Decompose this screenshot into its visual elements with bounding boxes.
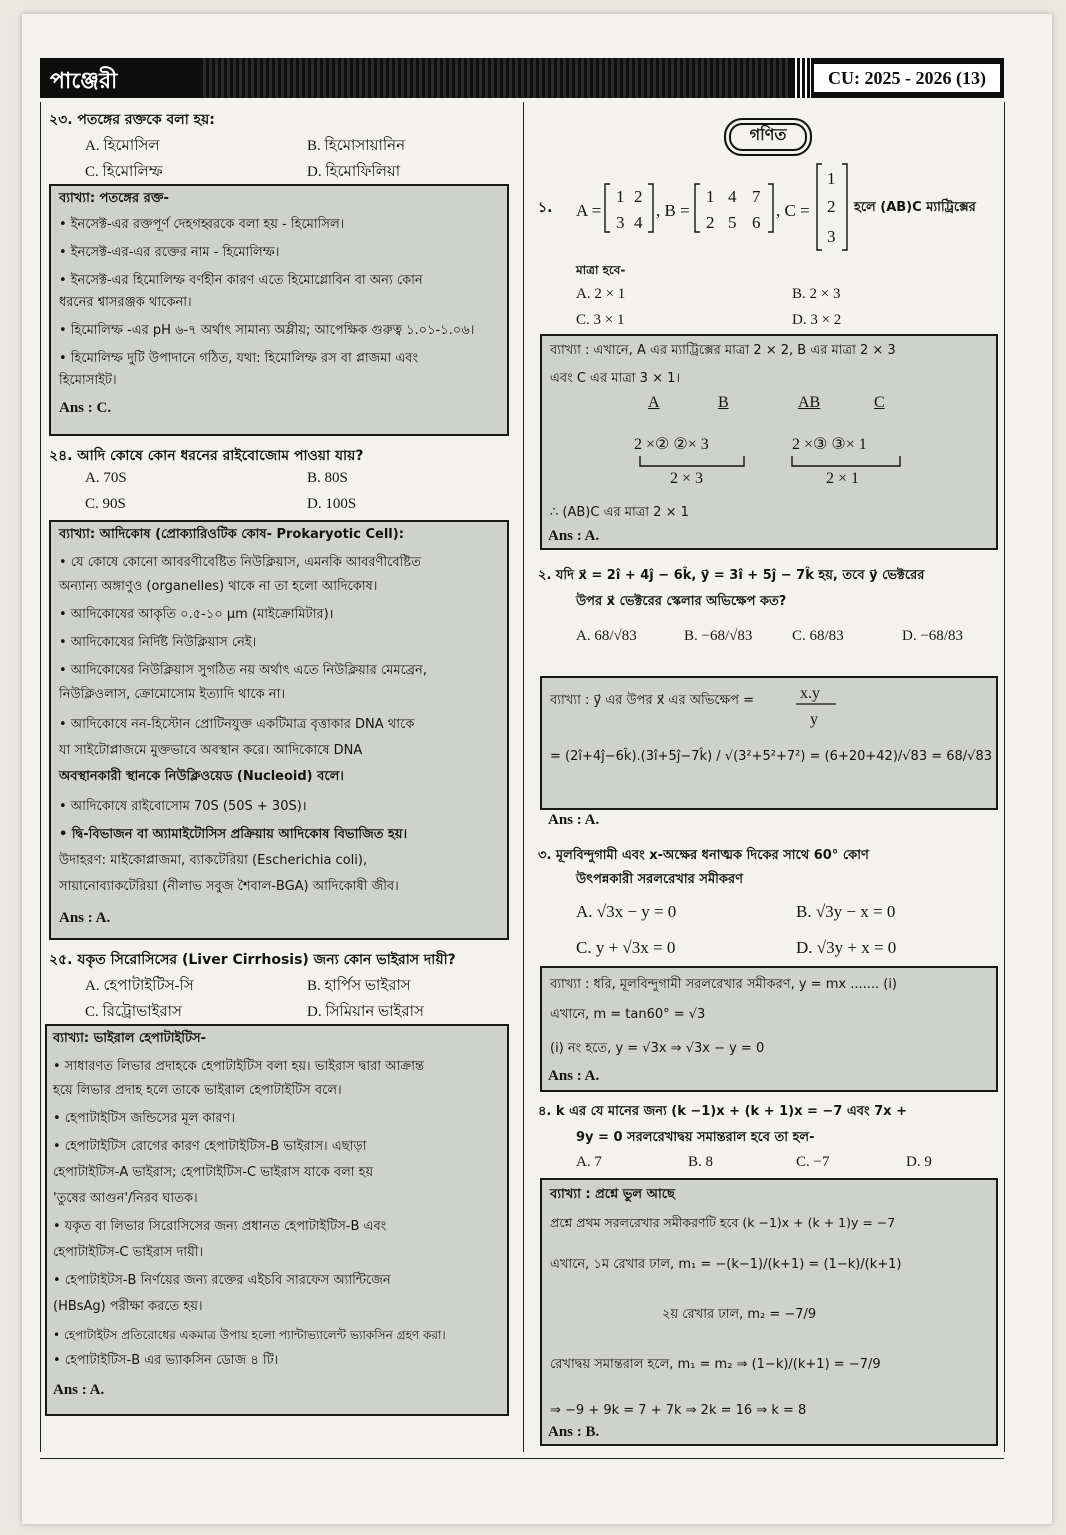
q2-option-b: B. −68/√83 bbox=[684, 628, 753, 644]
q2-question-line2: উপর x⃗ ভেক্টরের স্কেলার অভিক্ষেপ কত? bbox=[576, 594, 787, 609]
q25-exp-line: (HBsAg) পরীক্ষা করতে হয়। bbox=[53, 1299, 203, 1314]
left-column bbox=[40, 102, 524, 1452]
q3-explanation-box bbox=[540, 966, 998, 1092]
q24-option-b: B. 80S bbox=[307, 470, 348, 486]
q3-answer: Ans : A. bbox=[548, 1068, 600, 1084]
q23-option-d: D. হিমোফিলিয়া bbox=[307, 164, 401, 180]
svg-text:x.y: x.y bbox=[800, 685, 820, 702]
svg-text:A =: A = bbox=[576, 201, 602, 220]
q24-exp-line: • আদিকোষে রাইবোসোম 70S (50S + 30S)। bbox=[59, 799, 307, 814]
q23-exp-line: • হিমোলিম্ফ -এর pH ৬-৭ অর্থাৎ সামান্য অম্লীয়; আপেক্ষিক গুরুত্ব ১.০১-১.০৬। bbox=[59, 323, 475, 338]
brand-logo: পাঞ্জেরী bbox=[50, 68, 118, 94]
q25-exp-line: • হেপাটাইটস-B নির্ণয়ের জন্য রক্তের এইচবি সারফেস অ্যান্টিজেন bbox=[53, 1273, 391, 1288]
svg-text:6: 6 bbox=[752, 213, 761, 232]
q23-exp-line: • ইনসেক্ট-এর রক্তপূর্ণ দেহগহ্বরকে বলা হয় - হিমোসিল। bbox=[59, 217, 345, 232]
q1-option-d: D. 3 × 2 bbox=[792, 312, 842, 328]
svg-text:3: 3 bbox=[827, 227, 836, 246]
q24-exp-line: অন্যান্য অঙ্গাণুও (organelles) থাকে না তা হলো আদিকোষ। bbox=[59, 579, 378, 594]
question-1-number: ১. bbox=[538, 200, 553, 216]
q2-option-c: C. 68/83 bbox=[792, 628, 844, 644]
q25-option-b: B. হার্পিস ভাইরাস bbox=[307, 978, 411, 994]
q2-option-a: A. 68/√83 bbox=[576, 628, 637, 644]
q3-option-a: A. √3x − y = 0 bbox=[576, 902, 677, 921]
label-ab: AB bbox=[798, 394, 821, 411]
q24-exp-line: নিউক্লিওলাস, ক্রোমোসোম ইত্যাদি থাকে না। bbox=[59, 687, 285, 702]
svg-text:3: 3 bbox=[616, 213, 625, 232]
q3-question-line2: উৎপন্নকারী সরলরেখার সমীকরণ bbox=[576, 872, 743, 887]
question-2: ২. যদি x⃗ = 2î + 4ĵ − 6k̂, y⃗ = 3î + 5ĵ − 7k̂ হয়, তবে y⃗ ভেক্টরের bbox=[538, 568, 925, 583]
svg-text:2: 2 bbox=[827, 197, 836, 216]
svg-text:, B =: , B = bbox=[656, 201, 690, 220]
dims-abc: 2 ×③ ③× 1 bbox=[792, 436, 867, 453]
svg-text:2: 2 bbox=[634, 187, 643, 206]
svg-text:4: 4 bbox=[728, 187, 737, 206]
q23-exp-line: ধরনের শ্বাসরঞ্জক থাকেনা। bbox=[59, 295, 192, 310]
label-a: A bbox=[648, 394, 660, 411]
projection-fraction bbox=[792, 680, 852, 730]
q24-exp-line: যা সাইটোপ্লাজমে মুক্তভাবে অবস্থান করে। আদিকোষে DNA bbox=[59, 743, 363, 758]
q23-explanation-box bbox=[49, 184, 509, 436]
q1-question-tail: হলে (AB)C ম্যাট্রিক্সের bbox=[854, 200, 976, 215]
dims-ab: 2 ×② ②× 3 bbox=[634, 436, 709, 453]
q3-exp-line: ব্যাখ্যা : ধরি, মূলবিন্দুগামী সরলরেখার সমীকরণ, y = mx ....... (i) bbox=[550, 977, 898, 992]
q1-option-a: A. 2 × 1 bbox=[576, 286, 626, 302]
q23-exp-line: ব্যাখ্যা: পতঙ্গের রক্ত- bbox=[59, 191, 169, 206]
q3-option-c: C. y + √3x = 0 bbox=[576, 938, 676, 957]
q1-question-line2: মাত্রা হবে- bbox=[576, 263, 626, 277]
q4-answer: Ans : B. bbox=[548, 1424, 600, 1440]
bottom-rule bbox=[40, 1458, 1004, 1459]
result-ab: 2 × 3 bbox=[670, 470, 704, 487]
q1-explanation-box bbox=[540, 334, 998, 550]
q24-exp-line: সায়ানোব্যাকটেরিয়া (নীলাভ সবুজ শৈবাল-BGA) আদিকোষী জীব। bbox=[59, 879, 399, 894]
question-23: ২৩. পতঙ্গের রক্তকে বলা হয়: bbox=[49, 112, 215, 128]
q25-option-a: A. হেপাটাইটিস-সি bbox=[85, 978, 194, 994]
q24-option-a: A. 70S bbox=[85, 470, 127, 486]
q3-option-d: D. √3y + x = 0 bbox=[796, 938, 897, 957]
q2-option-d: D. −68/83 bbox=[902, 628, 963, 644]
svg-text:1: 1 bbox=[706, 187, 715, 206]
bracket-lines bbox=[638, 454, 958, 468]
q24-exp-line: • আদিকোষের নির্দিষ্ট নিউক্লিয়াস নেই। bbox=[59, 635, 257, 650]
q23-exp-line: • হিমোলিম্ফ দুটি উপাদানে গঠিত, যথা: হিমোলিম্ফ রস বা প্লাজমা এবং bbox=[59, 351, 419, 366]
q1-exp-line: এবং C এর মাত্রা 3 × 1। bbox=[550, 371, 681, 386]
q1-option-c: C. 3 × 1 bbox=[576, 312, 625, 328]
q3-option-b: B. √3y − x = 0 bbox=[796, 902, 896, 921]
q4-exp-line: প্রশ্নে প্রথম সরলরেখার সমীকরণটি হবে (k −1)x + (k + 1)y = −7 bbox=[550, 1215, 896, 1230]
header-band bbox=[200, 58, 790, 98]
svg-text:1: 1 bbox=[827, 169, 836, 188]
q4-option-d: D. 9 bbox=[906, 1154, 932, 1170]
q23-exp-line: • ইনসেক্ট-এর-এর রক্তের নাম - হিমোলিম্ফ। bbox=[59, 245, 280, 260]
q24-exp-line: • যে কোষে কোনো আবরণীবেষ্টিত নিউক্লিয়াস, এমনকি আবরণীবেষ্টিত bbox=[59, 555, 421, 570]
q23-exp-line: হিমোসাইট। bbox=[59, 373, 117, 388]
q2-answer: Ans : A. bbox=[548, 812, 600, 828]
q23-option-b: B. হিমোসায়ানিন bbox=[307, 138, 406, 154]
q4-question-line2: 9y = 0 সরলরেখাদ্বয় সমান্তরাল হবে তা হল- bbox=[576, 1130, 815, 1145]
result-abc: 2 × 1 bbox=[826, 470, 860, 487]
q25-exp-line: • হেপাটাইটিস রোগের কারণ হেপাটাইটিস-B ভাইরাস। এছাড়া bbox=[53, 1139, 367, 1154]
svg-text:5: 5 bbox=[728, 213, 737, 232]
q1-conclusion: ∴ (AB)C এর মাত্রা 2 × 1 bbox=[550, 505, 689, 520]
q4-exp-line: ২য় রেখার ঢাল, m₂ = −7/9 bbox=[662, 1307, 817, 1322]
q24-exp-line: • আদিকোষে নন-হিস্টোন প্রোটিনযুক্ত একটিমাত্র বৃত্তাকার DNA থাকে bbox=[59, 717, 415, 732]
q23-answer: Ans : C. bbox=[59, 400, 112, 416]
q24-explanation-box bbox=[49, 520, 509, 940]
label-b: B bbox=[718, 394, 729, 411]
svg-text:1: 1 bbox=[616, 187, 625, 206]
svg-text:y: y bbox=[810, 711, 818, 728]
q23-option-a: A. হিমোসিল bbox=[85, 138, 160, 154]
q25-exp-line: হয়ে লিভার প্রদাহ হলে তাকে ভাইরাল হেপাটাইটিস বলে। bbox=[53, 1083, 342, 1098]
q24-exp-line: অবস্থানকারী স্থানকে নিউক্লিওয়েড (Nucleoid) বলে। bbox=[59, 769, 344, 784]
q4-explanation-box bbox=[540, 1178, 998, 1446]
q25-exp-line: হেপাটাইটিস-A ভাইরাস; হেপাটাইটিস-C ভাইরাস যাকে বলা হয় bbox=[53, 1165, 374, 1180]
header-bars bbox=[795, 58, 811, 98]
question-25: ২৫. যকৃত সিরোসিসের (Liver Cirrhosis) জন্য কোন ভাইরাস দায়ী? bbox=[49, 952, 456, 968]
q25-option-d: D. সিমিয়ান ভাইরাস bbox=[307, 1004, 424, 1020]
q24-exp-line: • আদিকোষের আকৃতি ০.৫-১০ µm (মাইক্রোমিটার)। bbox=[59, 607, 334, 622]
q1-option-b: B. 2 × 3 bbox=[792, 286, 841, 302]
q25-exp-line: ব্যাখ্যা: ভাইরাল হেপাটাইটিস- bbox=[53, 1031, 207, 1046]
q24-exp-line: • আদিকোষের নিউক্লিয়াস সুগঠিত নয় অর্থাৎ এতে নিউক্লিয়ার মেমব্রেন, bbox=[59, 663, 427, 678]
q25-answer: Ans : A. bbox=[53, 1382, 105, 1398]
q25-exp-line: • হেপাটাইটিস-B এর ভ্যাকসিন ডোজ ৪ টি। bbox=[53, 1353, 279, 1368]
q25-exp-line: • হেপাটাইটিস জন্ডিসের মূল কারণ। bbox=[53, 1111, 236, 1126]
svg-text:, C =: , C = bbox=[776, 201, 810, 220]
svg-text:2: 2 bbox=[706, 213, 715, 232]
q4-exp-line: ব্যাখ্যা : প্রশ্নে ভুল আছে bbox=[550, 1187, 675, 1202]
q4-option-c: C. −7 bbox=[796, 1154, 830, 1170]
q25-exp-line: • যকৃত বা লিভার সিরোসিসের জন্য প্রধানত হেপাটাইটিস-B এবং bbox=[53, 1219, 387, 1234]
q25-exp-line: হেপাটাইটিস-C ভাইরাস দায়ী। bbox=[53, 1245, 204, 1260]
q23-exp-line: • ইনসেক্ট-এর হিমোলিম্ফ বর্ণহীন কারণ এতে হিমোগ্লোবিন বা অন্য কোন bbox=[59, 273, 423, 288]
q25-explanation-box bbox=[45, 1024, 509, 1416]
q2-explanation-box bbox=[540, 676, 998, 810]
q4-exp-line: এখানে, ১ম রেখার ঢাল, m₁ = −(k−1)/(k+1) = (1−k)/(k+1) bbox=[550, 1257, 902, 1272]
question-3: ৩. মূলবিন্দুগামী এবং x-অক্ষের ধনাত্মক দিকের সাথে 60° কোণ bbox=[538, 848, 869, 863]
q25-option-c: C. রিট্রোভাইরাস bbox=[85, 1004, 182, 1020]
subject-label: গণিত bbox=[724, 118, 812, 156]
q25-exp-line: • সাধারণত লিভার প্রদাহকে হেপাটাইটিস বলা হয়। ভাইরাস দ্বারা আক্রান্ত bbox=[53, 1059, 424, 1074]
q3-exp-line: এখানে, m = tan60° = √3 bbox=[550, 1007, 706, 1022]
q1-matrices bbox=[572, 160, 852, 256]
q24-option-d: D. 100S bbox=[307, 496, 357, 512]
q25-exp-line: • হেপাটাইটস প্রতিরোধের একমাত্র উপায় হলো প্যান্টাভ্যালেন্ট ভ্যাকসিন গ্রহণ করা। bbox=[53, 1328, 446, 1342]
q2-exp-line2: = (2î+4ĵ−6k̂).(3î+5ĵ−7k̂) / √(3²+5²+7²) = (6+20+42)/√83 = 68/√83 bbox=[550, 749, 992, 764]
svg-text:4: 4 bbox=[634, 213, 643, 232]
q25-exp-line: 'তুষের আগুন'/নিরব ঘাতক। bbox=[53, 1191, 198, 1206]
q24-exp-line: ব্যাখ্যা: আদিকোষ (প্রোক্যারিওটিক কোষ- Prokaryotic Cell): bbox=[59, 527, 404, 542]
question-24: ২৪. আদি কোষে কোন ধরনের রাইবোজোম পাওয়া যায়? bbox=[49, 448, 364, 464]
q23-option-c: C. হিমোলিম্ফ bbox=[85, 164, 163, 180]
q4-exp-line: রেখাদ্বয় সমান্তরাল হলে, m₁ = m₂ ⇒ (1−k)/(k+1) = −7/9 bbox=[550, 1357, 881, 1372]
q2-exp-line1: ব্যাখ্যা : y⃗ এর উপর x⃗ এর অভিক্ষেপ = bbox=[550, 693, 754, 708]
q24-exp-line: • দ্বি-বিভাজন বা অ্যামাইটোসিস প্রক্রিয়ায় আদিকোষ বিভাজিত হয়। bbox=[59, 827, 408, 842]
svg-text:7: 7 bbox=[752, 187, 761, 206]
q1-answer: Ans : A. bbox=[548, 528, 600, 544]
q24-option-c: C. 90S bbox=[85, 496, 126, 512]
exam-tag: CU: 2025 - 2026 (13) bbox=[812, 62, 1002, 94]
q1-exp-line: ব্যাখ্যা : এখানে, A এর ম্যাট্রিক্সের মাত্রা 2 × 2, B এর মাত্রা 2 × 3 bbox=[550, 343, 896, 358]
question-4: ৪. k এর যে মানের জন্য (k −1)x + (k + 1)x = −7 এবং 7x + bbox=[538, 1104, 907, 1119]
q24-exp-line: উদাহরণ: মাইকোপ্লাজমা, ব্যাকটেরিয়া (Escherichia coli), bbox=[59, 853, 368, 868]
q4-option-b: B. 8 bbox=[688, 1154, 714, 1170]
q4-exp-line: ⇒ −9 + 9k = 7 + 7k ⇒ 2k = 16 ⇒ k = 8 bbox=[550, 1403, 807, 1418]
q24-answer: Ans : A. bbox=[59, 910, 111, 926]
q3-exp-line: (i) নং হতে, y = √3x ⇒ √3x − y = 0 bbox=[550, 1041, 765, 1056]
label-c: C bbox=[874, 394, 885, 411]
q4-option-a: A. 7 bbox=[576, 1154, 602, 1170]
page-header bbox=[40, 58, 1004, 98]
